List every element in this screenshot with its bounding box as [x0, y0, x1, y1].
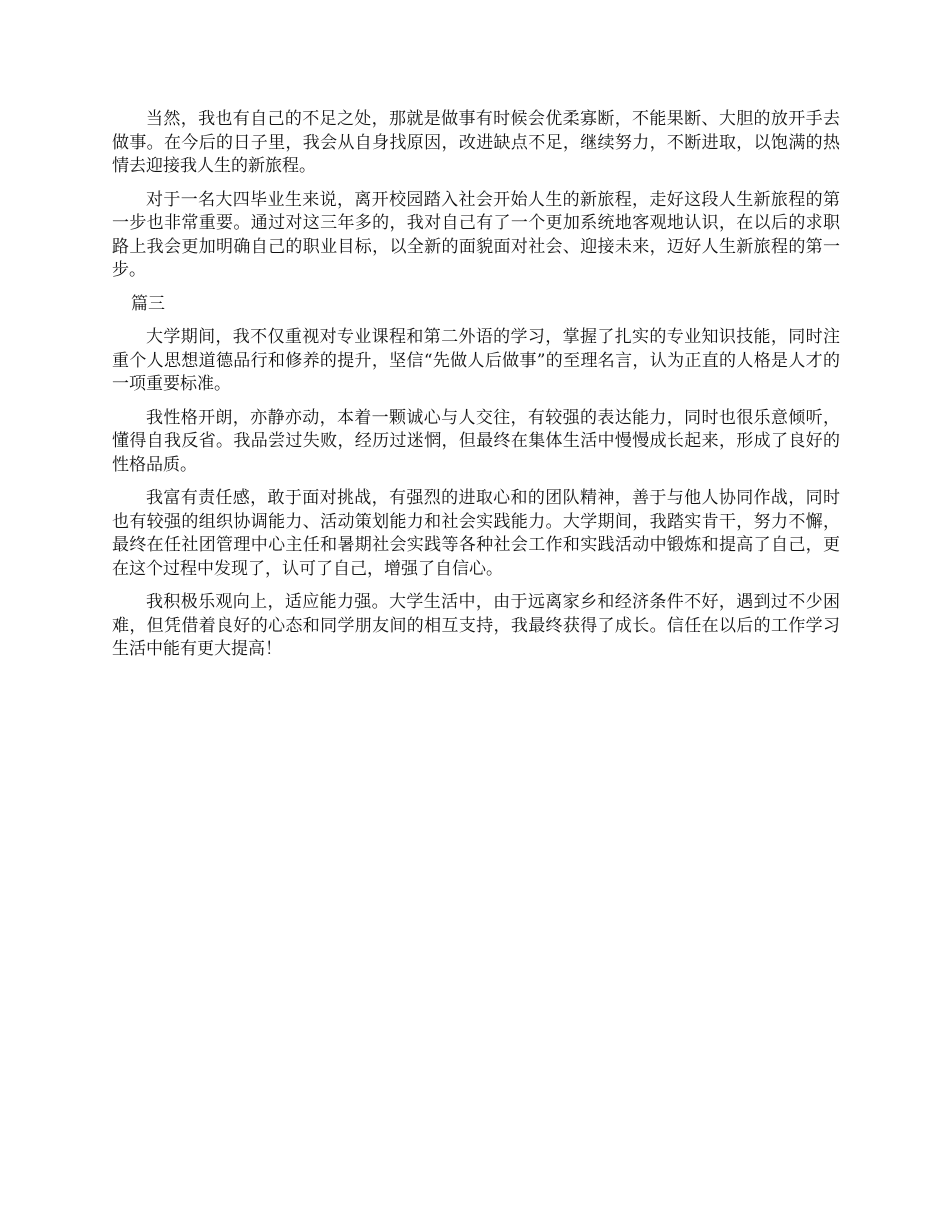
paragraph: 当然，我也有自己的不足之处，那就是做事有时候会优柔寡断，不能果断、大胆的放开手去做事。在今后的日子里，我会从自身找原因，改进缺点不足，继续努力，不断进取，以饱满的热情去迎接我人生的新旅程。	[112, 109, 840, 176]
paragraph: 对于一名大四毕业生来说，离开校园踏入社会开始人生的新旅程，走好这段人生新旅程的第一步也非常重要。通过对这三年多的，我对自己有了一个更加系统地客观地认识，在以后的求职路上我会更加明确自己的职业目标，以全新的面貌面对社会、迎接未来，迈好人生新旅程的第一步。	[112, 189, 840, 280]
paragraph: 我富有责任感，敢于面对挑战，有强烈的进取心和的团队精神，善于与他人协同作战，同时也有较强的组织协调能力、活动策划能力和社会实践能力。大学期间，我踏实肯干，努力不懈，最终在任社团管理中心主任和暑期社会实践等各种社会工作和实践活动中锻炼和提高了自己，更在这个过程中发现了，认可了自己，增强了自信心。	[112, 488, 840, 579]
section-heading: 篇三	[131, 293, 165, 314]
paragraph: 我性格开朗，亦静亦动，本着一颗诚心与人交往，有较强的表达能力，同时也很乐意倾听，懂得自我反省。我品尝过失败，经历过迷惘，但最终在集体生活中慢慢成长起来，形成了良好的性格品质。	[112, 407, 840, 475]
paragraph: 大学期间，我不仅重视对专业课程和第二外语的学习，掌握了扎实的专业知识技能，同时注重个人思想道德品行和修养的提升，坚信“先做人后做事”的至理名言，认为正直的人格是人才的一项重要标准。	[112, 327, 840, 394]
document-page	[112, 108, 840, 672]
paragraph: 我积极乐观向上，适应能力强。大学生活中，由于远离家乡和经济条件不好，遇到过不少困难，但凭借着良好的心态和同学朋友间的相互支持，我最终获得了成长。信任在以后的工作学习生活中能有更大提高！	[112, 592, 840, 659]
